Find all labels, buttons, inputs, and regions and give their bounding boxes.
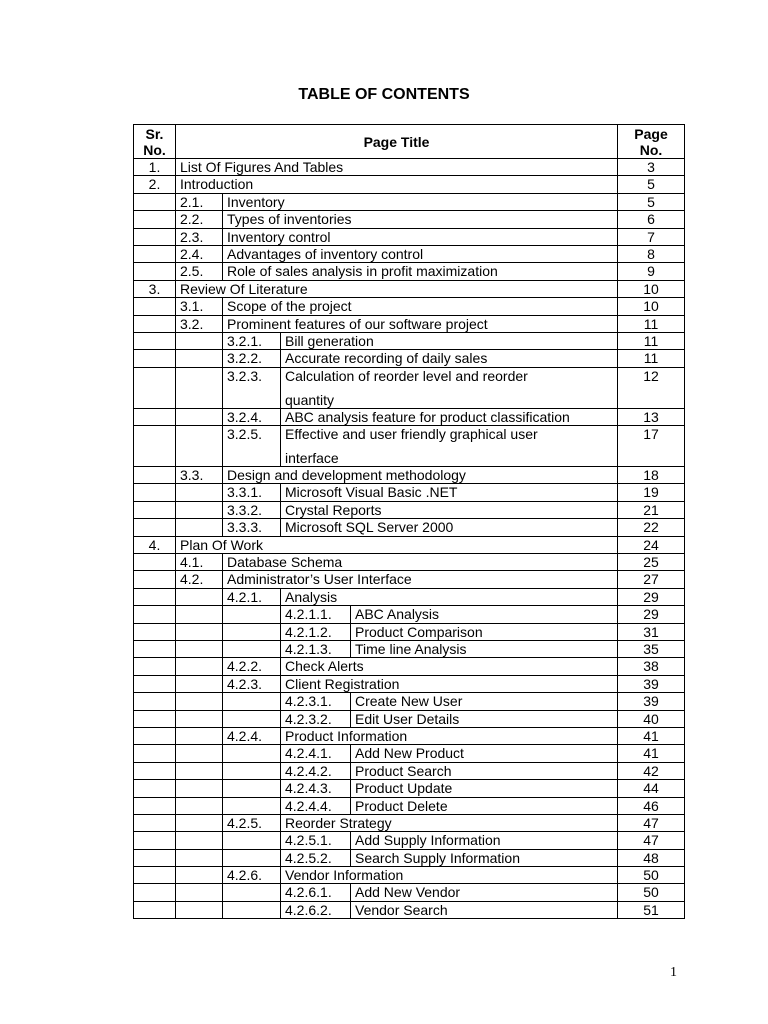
page-ref: 11: [618, 315, 685, 332]
section-number: 3.2.1.: [223, 332, 281, 349]
indent-cell: [134, 814, 176, 831]
section-number: 4.2.4.1.: [281, 745, 351, 762]
section-title-text: ABC Analysis: [355, 606, 440, 623]
section-title-text: Check Alerts: [285, 658, 364, 675]
header-sr-no: Sr. No.: [134, 125, 176, 159]
section-title-text: Time line Analysis: [355, 640, 467, 657]
page-ref: 5: [618, 193, 685, 210]
toc-row: [134, 467, 685, 484]
section-title-text: Product Delete: [355, 797, 448, 814]
indent-cell: [134, 780, 176, 797]
indent-cell: [176, 814, 223, 831]
indent-cell: [176, 408, 223, 425]
section-title-text: Reorder Strategy: [285, 814, 392, 831]
indent-cell: [134, 554, 176, 571]
page-ref: 29: [618, 606, 685, 623]
indent-cell: [176, 588, 223, 605]
page-ref: 5: [618, 176, 685, 193]
section-title: [281, 484, 618, 501]
toc-row: [134, 780, 685, 797]
toc-row: [134, 884, 685, 901]
page-ref: 50: [618, 867, 685, 884]
section-title-text: Edit User Details: [355, 710, 460, 727]
indent-cell: [223, 780, 281, 797]
section-title-text: Product Search: [355, 762, 452, 779]
indent-cell: [176, 867, 223, 884]
toc-row: [134, 176, 685, 193]
toc-row: [134, 519, 685, 536]
indent-cell: [134, 298, 176, 315]
toc-header-row: [134, 125, 685, 159]
indent-cell: [176, 693, 223, 710]
indent-cell: [176, 519, 223, 536]
section-title: [281, 426, 618, 467]
toc-row: [134, 554, 685, 571]
indent-cell: [176, 832, 223, 849]
toc-row: [134, 367, 685, 408]
page-ref: 51: [618, 901, 685, 918]
indent-cell: [176, 849, 223, 866]
indent-cell: [223, 884, 281, 901]
page-ref: 41: [618, 745, 685, 762]
section-title-text: Microsoft SQL Server 2000: [285, 519, 454, 536]
indent-cell: [134, 426, 176, 467]
toc-table: [133, 124, 685, 919]
section-number: 4.2.3.: [223, 675, 281, 692]
toc-row: [134, 245, 685, 262]
section-number: 4.2.: [176, 571, 223, 588]
indent-cell: [223, 640, 281, 657]
indent-cell: [176, 901, 223, 918]
toc-row: [134, 571, 685, 588]
section-title-text: Add Supply Information: [355, 832, 501, 849]
page-ref: 25: [618, 554, 685, 571]
indent-cell: [176, 727, 223, 744]
indent-cell: [134, 211, 176, 228]
section-title: [351, 849, 618, 866]
section-number: 4.: [134, 536, 176, 553]
indent-cell: [134, 606, 176, 623]
toc-row: [134, 675, 685, 692]
page-ref: 10: [618, 298, 685, 315]
section-title: [351, 780, 618, 797]
section-number: 4.2.2.: [223, 658, 281, 675]
section-title-text: Effective and user friendly graphical user: [285, 426, 538, 443]
indent-cell: [223, 901, 281, 918]
section-number: 3.2.5.: [223, 426, 281, 467]
page-ref: 9: [618, 263, 685, 280]
page-ref: 11: [618, 350, 685, 367]
section-title-text: Types of inventories: [227, 211, 352, 228]
indent-cell: [223, 832, 281, 849]
section-title: [281, 588, 618, 605]
section-number: 1.: [134, 159, 176, 176]
section-title: [351, 745, 618, 762]
section-number: 4.2.3.1.: [281, 693, 351, 710]
toc-row: [134, 484, 685, 501]
toc-row: [134, 408, 685, 425]
section-title-text: ABC analysis feature for product classification: [285, 408, 570, 425]
section-title: [223, 245, 618, 262]
section-title: [223, 467, 618, 484]
page-ref: 47: [618, 814, 685, 831]
page-ref: 47: [618, 832, 685, 849]
toc-row: [134, 745, 685, 762]
indent-cell: [134, 640, 176, 657]
section-number: 4.2.6.1.: [281, 884, 351, 901]
section-number: 2.5.: [176, 263, 223, 280]
section-title-text: Database Schema: [227, 554, 343, 571]
indent-cell: [176, 762, 223, 779]
section-title-text: Search Supply Information: [355, 849, 520, 866]
page-ref: 46: [618, 797, 685, 814]
page-ref: 40: [618, 710, 685, 727]
section-title-continued: quantity: [285, 391, 335, 408]
toc-row: [134, 797, 685, 814]
indent-cell: [134, 408, 176, 425]
page-ref: 24: [618, 536, 685, 553]
section-number: 4.1.: [176, 554, 223, 571]
indent-cell: [134, 727, 176, 744]
page-ref: 29: [618, 588, 685, 605]
indent-cell: [134, 315, 176, 332]
indent-cell: [176, 501, 223, 518]
section-title-text: Vendor Search: [355, 901, 448, 918]
section-title-text: Inventory control: [227, 228, 331, 245]
section-number: 3.3.1.: [223, 484, 281, 501]
section-title: [223, 263, 618, 280]
page-ref: 42: [618, 762, 685, 779]
section-title: [281, 332, 618, 349]
page-ref: 21: [618, 501, 685, 518]
toc-row: [134, 849, 685, 866]
toc-row: [134, 710, 685, 727]
page-ref: 39: [618, 693, 685, 710]
indent-cell: [134, 884, 176, 901]
section-title: [351, 901, 618, 918]
section-number: 4.2.1.: [223, 588, 281, 605]
indent-cell: [134, 832, 176, 849]
section-title-text: Product Comparison: [355, 623, 483, 640]
page-ref: 35: [618, 640, 685, 657]
indent-cell: [134, 745, 176, 762]
section-number: 2.2.: [176, 211, 223, 228]
indent-cell: [223, 797, 281, 814]
section-number: 4.2.5.: [223, 814, 281, 831]
section-title: [176, 280, 618, 297]
indent-cell: [176, 745, 223, 762]
toc-row: [134, 211, 685, 228]
section-title: [351, 797, 618, 814]
toc-row: [134, 350, 685, 367]
section-title: [281, 867, 618, 884]
indent-cell: [134, 693, 176, 710]
section-title-text: Introduction: [180, 176, 254, 193]
page-ref: 27: [618, 571, 685, 588]
page-ref: 22: [618, 519, 685, 536]
toc-row: [134, 315, 685, 332]
section-title-text: Microsoft Visual Basic .NET: [285, 484, 458, 501]
section-title: [281, 501, 618, 518]
section-title: [281, 675, 618, 692]
page-ref: 31: [618, 623, 685, 640]
section-title-text: Design and development methodology: [227, 467, 466, 484]
indent-cell: [176, 884, 223, 901]
indent-cell: [134, 501, 176, 518]
toc-row: [134, 832, 685, 849]
indent-cell: [176, 710, 223, 727]
section-title: [351, 884, 618, 901]
toc-row: [134, 426, 685, 467]
header-page-no: Page No.: [618, 125, 685, 159]
section-number: 3.2.: [176, 315, 223, 332]
section-number: 4.2.5.1.: [281, 832, 351, 849]
section-number: 4.2.4.2.: [281, 762, 351, 779]
indent-cell: [176, 797, 223, 814]
section-title: [281, 727, 618, 744]
page-ref: 13: [618, 408, 685, 425]
page-ref: 10: [618, 280, 685, 297]
indent-cell: [134, 710, 176, 727]
toc-row: [134, 606, 685, 623]
section-title-text: Scope of the project: [227, 298, 352, 315]
page-ref: 8: [618, 245, 685, 262]
section-number: 2.1.: [176, 193, 223, 210]
section-title-text: Bill generation: [285, 332, 374, 349]
section-title: [351, 710, 618, 727]
indent-cell: [134, 484, 176, 501]
toc-row: [134, 263, 685, 280]
section-title: [281, 519, 618, 536]
indent-cell: [223, 745, 281, 762]
page-ref: 44: [618, 780, 685, 797]
section-title: [281, 350, 618, 367]
indent-cell: [134, 867, 176, 884]
page-ref: 19: [618, 484, 685, 501]
section-number: 3.1.: [176, 298, 223, 315]
page-ref: 18: [618, 467, 685, 484]
toc-row: [134, 228, 685, 245]
section-title: [223, 571, 618, 588]
section-title: [351, 693, 618, 710]
section-number: 2.4.: [176, 245, 223, 262]
section-number: 4.2.3.2.: [281, 710, 351, 727]
page-ref: 38: [618, 658, 685, 675]
indent-cell: [134, 367, 176, 408]
toc-row: [134, 693, 685, 710]
section-title-text: Administrator’s User Interface: [227, 571, 412, 588]
indent-cell: [176, 623, 223, 640]
section-number: 4.2.5.2.: [281, 849, 351, 866]
indent-cell: [134, 263, 176, 280]
section-title: [351, 762, 618, 779]
indent-cell: [134, 519, 176, 536]
section-title: [223, 193, 618, 210]
section-title-continued: interface: [285, 450, 339, 467]
section-title: [176, 159, 618, 176]
toc-row: [134, 640, 685, 657]
toc-row: [134, 623, 685, 640]
section-title-text: Prominent features of our software project: [227, 315, 488, 332]
section-title-text: Analysis: [285, 588, 338, 605]
indent-cell: [134, 193, 176, 210]
section-title: [223, 554, 618, 571]
indent-cell: [134, 350, 176, 367]
section-number: 3.: [134, 280, 176, 297]
section-title-text: Add New Product: [355, 745, 464, 762]
toc-row: [134, 867, 685, 884]
section-title: [281, 367, 618, 408]
section-title-text: Product Update: [355, 780, 453, 797]
page-ref: 48: [618, 849, 685, 866]
section-number: 3.3.2.: [223, 501, 281, 518]
page-ref: 50: [618, 884, 685, 901]
toc-row: [134, 901, 685, 918]
section-title: [281, 814, 618, 831]
indent-cell: [134, 901, 176, 918]
section-title-text: Accurate recording of daily sales: [285, 350, 488, 367]
indent-cell: [223, 762, 281, 779]
page-ref: 7: [618, 228, 685, 245]
indent-cell: [134, 332, 176, 349]
page-ref: 3: [618, 159, 685, 176]
indent-cell: [223, 606, 281, 623]
indent-cell: [223, 849, 281, 866]
section-title: [176, 536, 618, 553]
section-number: 4.2.4.3.: [281, 780, 351, 797]
section-title-text: Calculation of reorder level and reorder: [285, 367, 528, 384]
section-title-text: List Of Figures And Tables: [180, 159, 344, 175]
section-number: 4.2.1.1.: [281, 606, 351, 623]
section-title: [351, 832, 618, 849]
toc-row: [134, 280, 685, 297]
section-number: 2.: [134, 176, 176, 193]
page-ref: 11: [618, 332, 685, 349]
section-title-text: Role of sales analysis in profit maximization: [227, 263, 498, 280]
indent-cell: [176, 780, 223, 797]
section-number: 4.2.4.: [223, 727, 281, 744]
toc-row: [134, 727, 685, 744]
page-ref: 41: [618, 727, 685, 744]
indent-cell: [134, 849, 176, 866]
toc-row: [134, 298, 685, 315]
section-number: 3.3.: [176, 467, 223, 484]
section-title: [351, 606, 618, 623]
section-title-text: Review Of Literature: [180, 280, 308, 297]
section-title: [176, 176, 618, 193]
toc-row: [134, 762, 685, 779]
section-number: 4.2.1.3.: [281, 640, 351, 657]
section-title: [223, 298, 618, 315]
toc-row: [134, 501, 685, 518]
indent-cell: [134, 762, 176, 779]
section-number: 3.2.2.: [223, 350, 281, 367]
section-number: 3.3.3.: [223, 519, 281, 536]
section-title-text: Plan Of Work: [180, 536, 263, 553]
indent-cell: [176, 426, 223, 467]
section-number: 4.2.4.4.: [281, 797, 351, 814]
section-title-text: Crystal Reports: [285, 501, 382, 518]
indent-cell: [134, 571, 176, 588]
section-title: [281, 658, 618, 675]
page-ref: 6: [618, 211, 685, 228]
indent-cell: [176, 367, 223, 408]
section-title-text: Create New User: [355, 693, 463, 710]
toc-row: [134, 588, 685, 605]
section-title: [351, 640, 618, 657]
indent-cell: [176, 606, 223, 623]
section-number: 4.2.6.2.: [281, 901, 351, 918]
indent-cell: [176, 640, 223, 657]
indent-cell: [134, 623, 176, 640]
toc-row: [134, 193, 685, 210]
indent-cell: [134, 658, 176, 675]
indent-cell: [223, 623, 281, 640]
toc-row: [134, 814, 685, 831]
indent-cell: [134, 797, 176, 814]
section-title-text: Vendor Information: [285, 867, 404, 884]
indent-cell: [134, 245, 176, 262]
section-title-text: Add New Vendor: [355, 884, 461, 901]
toc-row: [134, 536, 685, 553]
section-number: 4.2.6.: [223, 867, 281, 884]
section-title: [351, 623, 618, 640]
indent-cell: [176, 332, 223, 349]
toc-title: TABLE OF CONTENTS: [298, 86, 470, 103]
page-ref: 17: [618, 426, 685, 467]
indent-cell: [223, 710, 281, 727]
section-number: 2.3.: [176, 228, 223, 245]
section-title: [223, 228, 618, 245]
toc-row: [134, 658, 685, 675]
toc-row: [134, 332, 685, 349]
page-number: 1: [670, 965, 677, 980]
section-title: [223, 211, 618, 228]
section-number: 3.2.3.: [223, 367, 281, 408]
indent-cell: [134, 675, 176, 692]
indent-cell: [134, 228, 176, 245]
page-ref: 39: [618, 675, 685, 692]
section-title-text: Client Registration: [285, 675, 400, 692]
section-number: 4.2.1.2.: [281, 623, 351, 640]
toc-row: [134, 159, 685, 176]
indent-cell: [134, 588, 176, 605]
page-ref: 12: [618, 367, 685, 408]
indent-cell: [176, 675, 223, 692]
indent-cell: [176, 350, 223, 367]
section-title-text: Advantages of inventory control: [227, 245, 424, 262]
section-title-text: Inventory: [227, 193, 285, 210]
section-number: 3.2.4.: [223, 408, 281, 425]
indent-cell: [223, 693, 281, 710]
header-page-title: Page Title: [176, 125, 618, 159]
indent-cell: [176, 484, 223, 501]
indent-cell: [134, 467, 176, 484]
section-title-text: Product Information: [285, 727, 408, 744]
indent-cell: [176, 658, 223, 675]
section-title: [281, 408, 618, 425]
section-title: [223, 315, 618, 332]
